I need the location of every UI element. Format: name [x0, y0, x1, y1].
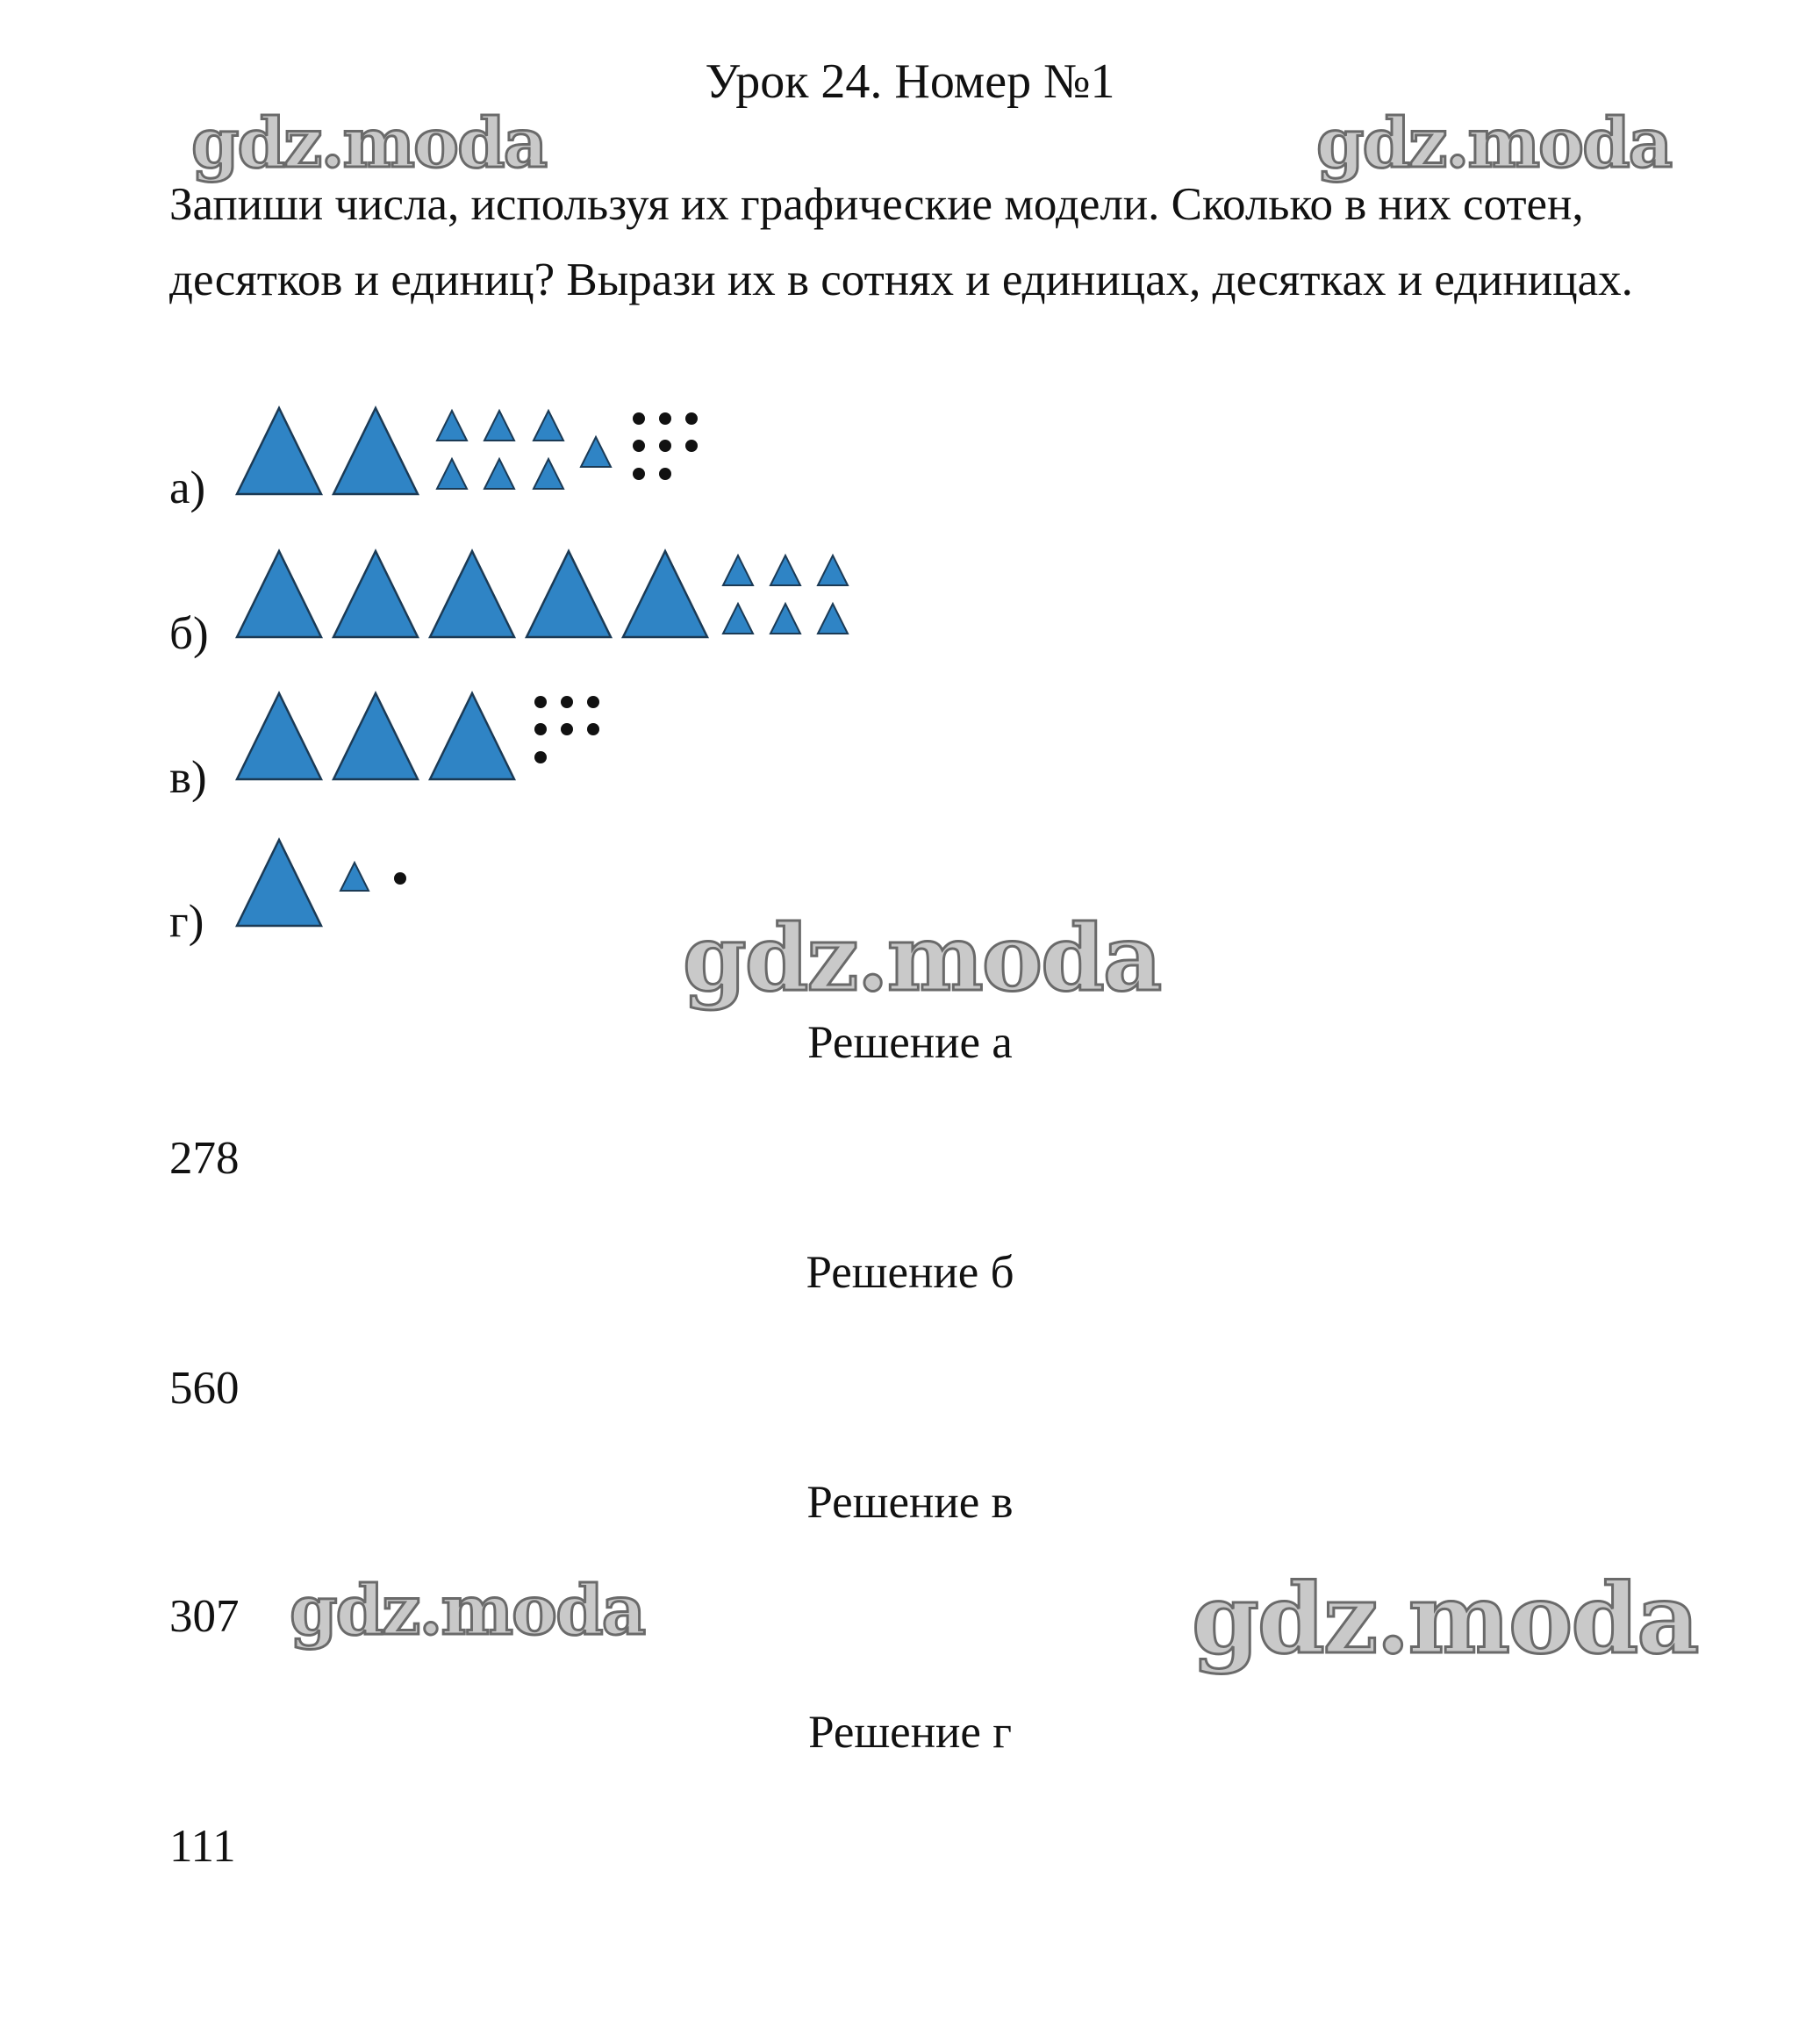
- solution-answer-g: 111: [169, 1821, 236, 1872]
- one-dot: [561, 696, 573, 708]
- one-dot: [633, 412, 645, 425]
- watermark: gdz.moda: [1192, 1562, 1698, 1675]
- one-dot: [659, 468, 671, 480]
- ten-triangle: [770, 555, 800, 585]
- one-dot: [659, 440, 671, 452]
- hundred-triangle: [237, 551, 321, 637]
- watermark: gdz.moda: [290, 1571, 645, 1651]
- ten-triangle: [534, 411, 563, 441]
- hundred-triangle: [430, 693, 514, 779]
- hundred-triangle: [333, 408, 418, 494]
- solution-heading-g: Решение г: [808, 1707, 1012, 1758]
- one-dot: [633, 468, 645, 480]
- one-dot: [587, 723, 599, 735]
- ten-triangle: [723, 604, 753, 634]
- one-dot: [561, 723, 573, 735]
- one-dot: [534, 751, 547, 763]
- watermark: gdz.moda: [191, 104, 547, 183]
- hundred-triangle: [430, 551, 514, 637]
- ten-triangle: [340, 863, 369, 891]
- ten-triangle: [484, 459, 514, 489]
- ten-triangle: [534, 459, 563, 489]
- watermark: gdz.moda: [683, 904, 1161, 1012]
- ten-triangle: [770, 604, 800, 634]
- task-text: Запиши числа, используя их графические модели. Сколько в них сотен, десятков и единиц? Вырази их в сотнях и единицах, десятках и единицах.: [169, 179, 1633, 305]
- ten-triangle: [437, 459, 467, 489]
- model-b-figure: [235, 547, 867, 643]
- one-dot: [633, 440, 645, 452]
- hundred-triangle: [237, 408, 321, 494]
- ten-triangle: [723, 555, 753, 585]
- one-dot: [394, 872, 406, 885]
- hundred-triangle: [333, 551, 418, 637]
- solution-answer-a: 278: [169, 1133, 240, 1184]
- model-v-figure: [235, 689, 621, 785]
- model-label-v: в): [169, 752, 207, 803]
- ten-triangle: [484, 411, 514, 441]
- model-label-g: г): [169, 896, 204, 947]
- hundred-triangle: [623, 551, 707, 637]
- solution-answer-b: 560: [169, 1363, 240, 1414]
- one-dot: [587, 696, 599, 708]
- hundred-triangle: [527, 551, 611, 637]
- solution-answer-v: 307: [169, 1591, 240, 1642]
- model-label-b: б): [169, 608, 209, 659]
- model-a-figure: [235, 404, 727, 500]
- one-dot: [659, 412, 671, 425]
- hundred-triangle: [237, 840, 321, 926]
- one-dot: [534, 723, 547, 735]
- ten-triangle: [818, 604, 848, 634]
- solution-heading-a: Решение а: [807, 1017, 1013, 1068]
- one-dot: [534, 696, 547, 708]
- ten-triangle: [818, 555, 848, 585]
- hundred-triangle: [333, 693, 418, 779]
- model-label-a: а): [169, 462, 206, 513]
- watermark: gdz.moda: [1316, 104, 1672, 183]
- ten-triangle: [437, 411, 467, 441]
- page-title: Урок 24. Номер №1: [705, 54, 1115, 109]
- one-dot: [685, 440, 698, 452]
- hundred-triangle: [237, 693, 321, 779]
- ten-triangle: [581, 437, 611, 467]
- one-dot: [685, 412, 698, 425]
- model-g-figure: [235, 835, 411, 932]
- solution-heading-b: Решение б: [806, 1247, 1014, 1298]
- solution-heading-v: Решение в: [806, 1477, 1014, 1528]
